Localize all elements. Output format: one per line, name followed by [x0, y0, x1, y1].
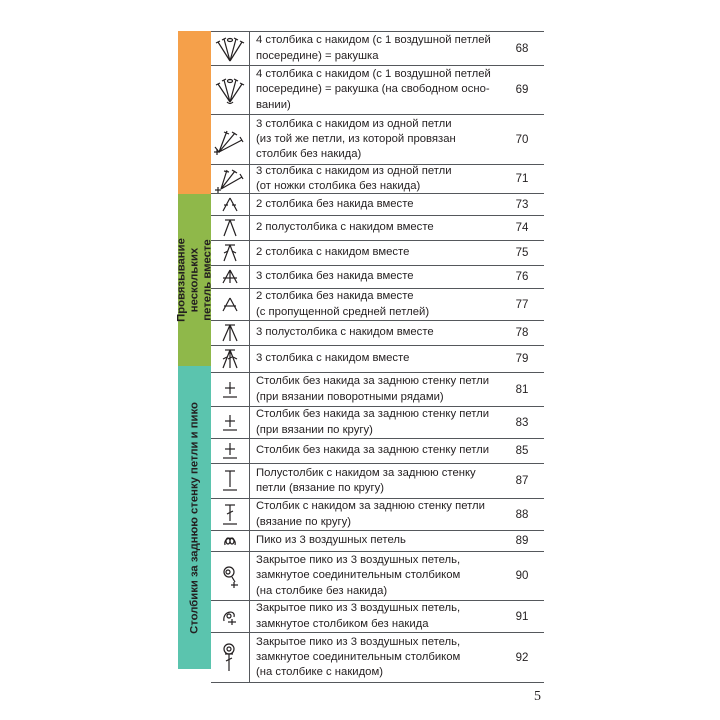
page-ref: 91 — [515, 610, 529, 623]
symbol-cell — [211, 32, 250, 65]
symbol-cell — [211, 266, 250, 288]
table-row — [211, 216, 544, 241]
symbol-cell — [211, 346, 250, 372]
symbol-cell — [211, 241, 250, 265]
description: 3 столбика с накидом из одной петли (от ножки столбика без накида) — [256, 164, 452, 192]
page-ref: 73 — [515, 198, 529, 211]
hdc3tog-symbol-icon — [220, 323, 240, 343]
picot-3ch-symbol-icon — [220, 533, 240, 549]
symbol-cell — [211, 552, 250, 600]
table-row — [211, 66, 544, 115]
closed-picot-sc-closed-symbol-icon — [220, 607, 240, 627]
description: 2 столбика без накида вместе — [256, 197, 414, 210]
fan-stem-symbol-icon — [213, 165, 247, 193]
page-ref: 90 — [515, 570, 529, 582]
description: Закрытое пико из 3 воздушных петель, замкнутое соединительным столбиком (на столбике без накида) — [256, 554, 461, 597]
description: Закрытое пико из 3 воздушных петель, замкнутое столбиком без накида — [256, 602, 461, 630]
section-label-decreases: Провязывание нескольких петель вместе — [175, 238, 213, 322]
page-ref: 88 — [515, 508, 529, 521]
table-row — [211, 194, 544, 216]
table-row — [211, 321, 544, 346]
description: 4 столбика с накидом (с 1 воздушной петлей посередине) = ракушка — [256, 34, 491, 62]
hdc2tog-symbol-icon — [220, 218, 240, 238]
table-row — [211, 439, 544, 464]
closed-picot-sc-symbol-icon — [219, 563, 241, 589]
table-row — [211, 346, 544, 373]
description: 3 полустолбика с накидом вместе — [256, 326, 434, 339]
symbol-cell — [211, 194, 250, 215]
symbol-cell — [211, 464, 250, 498]
page-ref: 79 — [515, 353, 529, 365]
section-band-back-loop-picot — [178, 366, 211, 669]
symbol-cell — [211, 633, 250, 682]
sc2tog-symbol-icon — [220, 196, 240, 214]
symbol-cell — [211, 601, 250, 632]
shell-5-symbol-icon — [215, 34, 245, 64]
page-ref: 87 — [515, 475, 529, 487]
page-ref: 69 — [515, 84, 529, 96]
page-ref: 92 — [515, 651, 529, 664]
dc-back-loop-symbol-icon — [220, 503, 240, 527]
page-ref: 75 — [515, 247, 529, 259]
description: 4 столбика с накидом (с 1 воздушной петлей посередине) = ракушка (на свободном осно- вании) — [256, 68, 491, 111]
dc2tog-symbol-icon — [220, 243, 240, 263]
description: 2 столбика без накида вместе (с пропущенной средней петлей) — [256, 290, 430, 318]
table-row — [211, 31, 544, 66]
sc3tog-symbol-icon — [220, 268, 240, 286]
symbol-cell — [211, 407, 250, 438]
table-row — [211, 531, 544, 552]
table-row — [211, 499, 544, 531]
symbol-cell — [211, 531, 250, 551]
symbol-cell — [211, 165, 250, 193]
table-row — [211, 289, 544, 321]
page-ref: 76 — [515, 271, 529, 283]
page-ref: 71 — [515, 173, 529, 185]
page-ref: 89 — [515, 535, 529, 547]
symbol-cell — [211, 66, 250, 114]
table-row — [211, 552, 544, 601]
description: 3 столбика без накида вместе — [256, 270, 414, 283]
table-row — [211, 266, 544, 289]
symbol-cell — [211, 216, 250, 240]
sc-back-loop-rows-symbol-icon — [220, 380, 240, 400]
description: Столбик без накида за заднюю стенку петли (при вязании поворотными рядами) — [256, 375, 490, 403]
description: Столбик с накидом за заднюю стенку петли (вязание по кругу) — [256, 500, 485, 528]
page-ref: 74 — [515, 222, 529, 234]
description: Полустолбик с накидом за заднюю стенку петли (вязание по кругу) — [256, 466, 476, 494]
page-ref: 85 — [515, 445, 529, 457]
symbol-cell — [211, 289, 250, 320]
table-row — [211, 165, 544, 194]
symbol-cell — [211, 115, 250, 164]
page-ref: 81 — [515, 383, 529, 396]
description: 2 столбика с накидом вместе — [256, 246, 410, 259]
symbol-cell — [211, 499, 250, 530]
section-label-back-loop-picot: Столбики за заднюю стенку петли и пико — [188, 401, 200, 634]
table-row — [211, 464, 544, 499]
sc2tog-skip-symbol-icon — [220, 296, 240, 314]
section-band-decreases — [175, 194, 213, 366]
symbol-cell — [211, 321, 250, 345]
description: 3 столбика с накидом из одной петли (из той же петли, из которой провязан столбик без накида) — [256, 117, 456, 161]
symbol-cell — [211, 373, 250, 406]
sc-back-loop-round-symbol-icon — [220, 413, 240, 433]
sc-back-loop-symbol-icon — [220, 441, 240, 461]
table-row — [211, 633, 544, 683]
table-row — [211, 601, 544, 633]
page-ref: 68 — [515, 42, 529, 55]
description: 3 столбика с накидом вместе — [256, 352, 410, 365]
page-ref: 77 — [515, 298, 529, 311]
page-ref: 78 — [515, 327, 529, 339]
table-row — [211, 407, 544, 439]
symbols-table — [211, 31, 544, 683]
description: Столбик без накида за заднюю стенку петли — [256, 444, 490, 457]
description: 2 полустолбика с накидом вместе — [256, 221, 434, 234]
closed-picot-dc-symbol-icon — [220, 641, 240, 675]
table-row — [211, 241, 544, 266]
section-band-shells — [178, 31, 211, 194]
page-ref: 70 — [515, 133, 529, 146]
page-ref: 83 — [515, 416, 529, 429]
fan-same-loop-symbol-icon — [213, 123, 247, 157]
table-row — [211, 115, 544, 165]
description: Столбик без накида за заднюю стенку петли (при вязании по кругу) — [256, 408, 490, 436]
description: Пико из 3 воздушных петель — [256, 534, 406, 547]
shell-5-space-symbol-icon — [214, 74, 246, 106]
description: Закрытое пико из 3 воздушных петель, замкнутое соединительным столбиком (на столбике с накидом) — [256, 635, 461, 679]
symbol-cell — [211, 439, 250, 463]
dc3tog-symbol-icon — [220, 348, 240, 370]
page-number: 5 — [534, 689, 541, 704]
table-row — [211, 373, 544, 407]
hdc-back-loop-symbol-icon — [220, 469, 240, 493]
